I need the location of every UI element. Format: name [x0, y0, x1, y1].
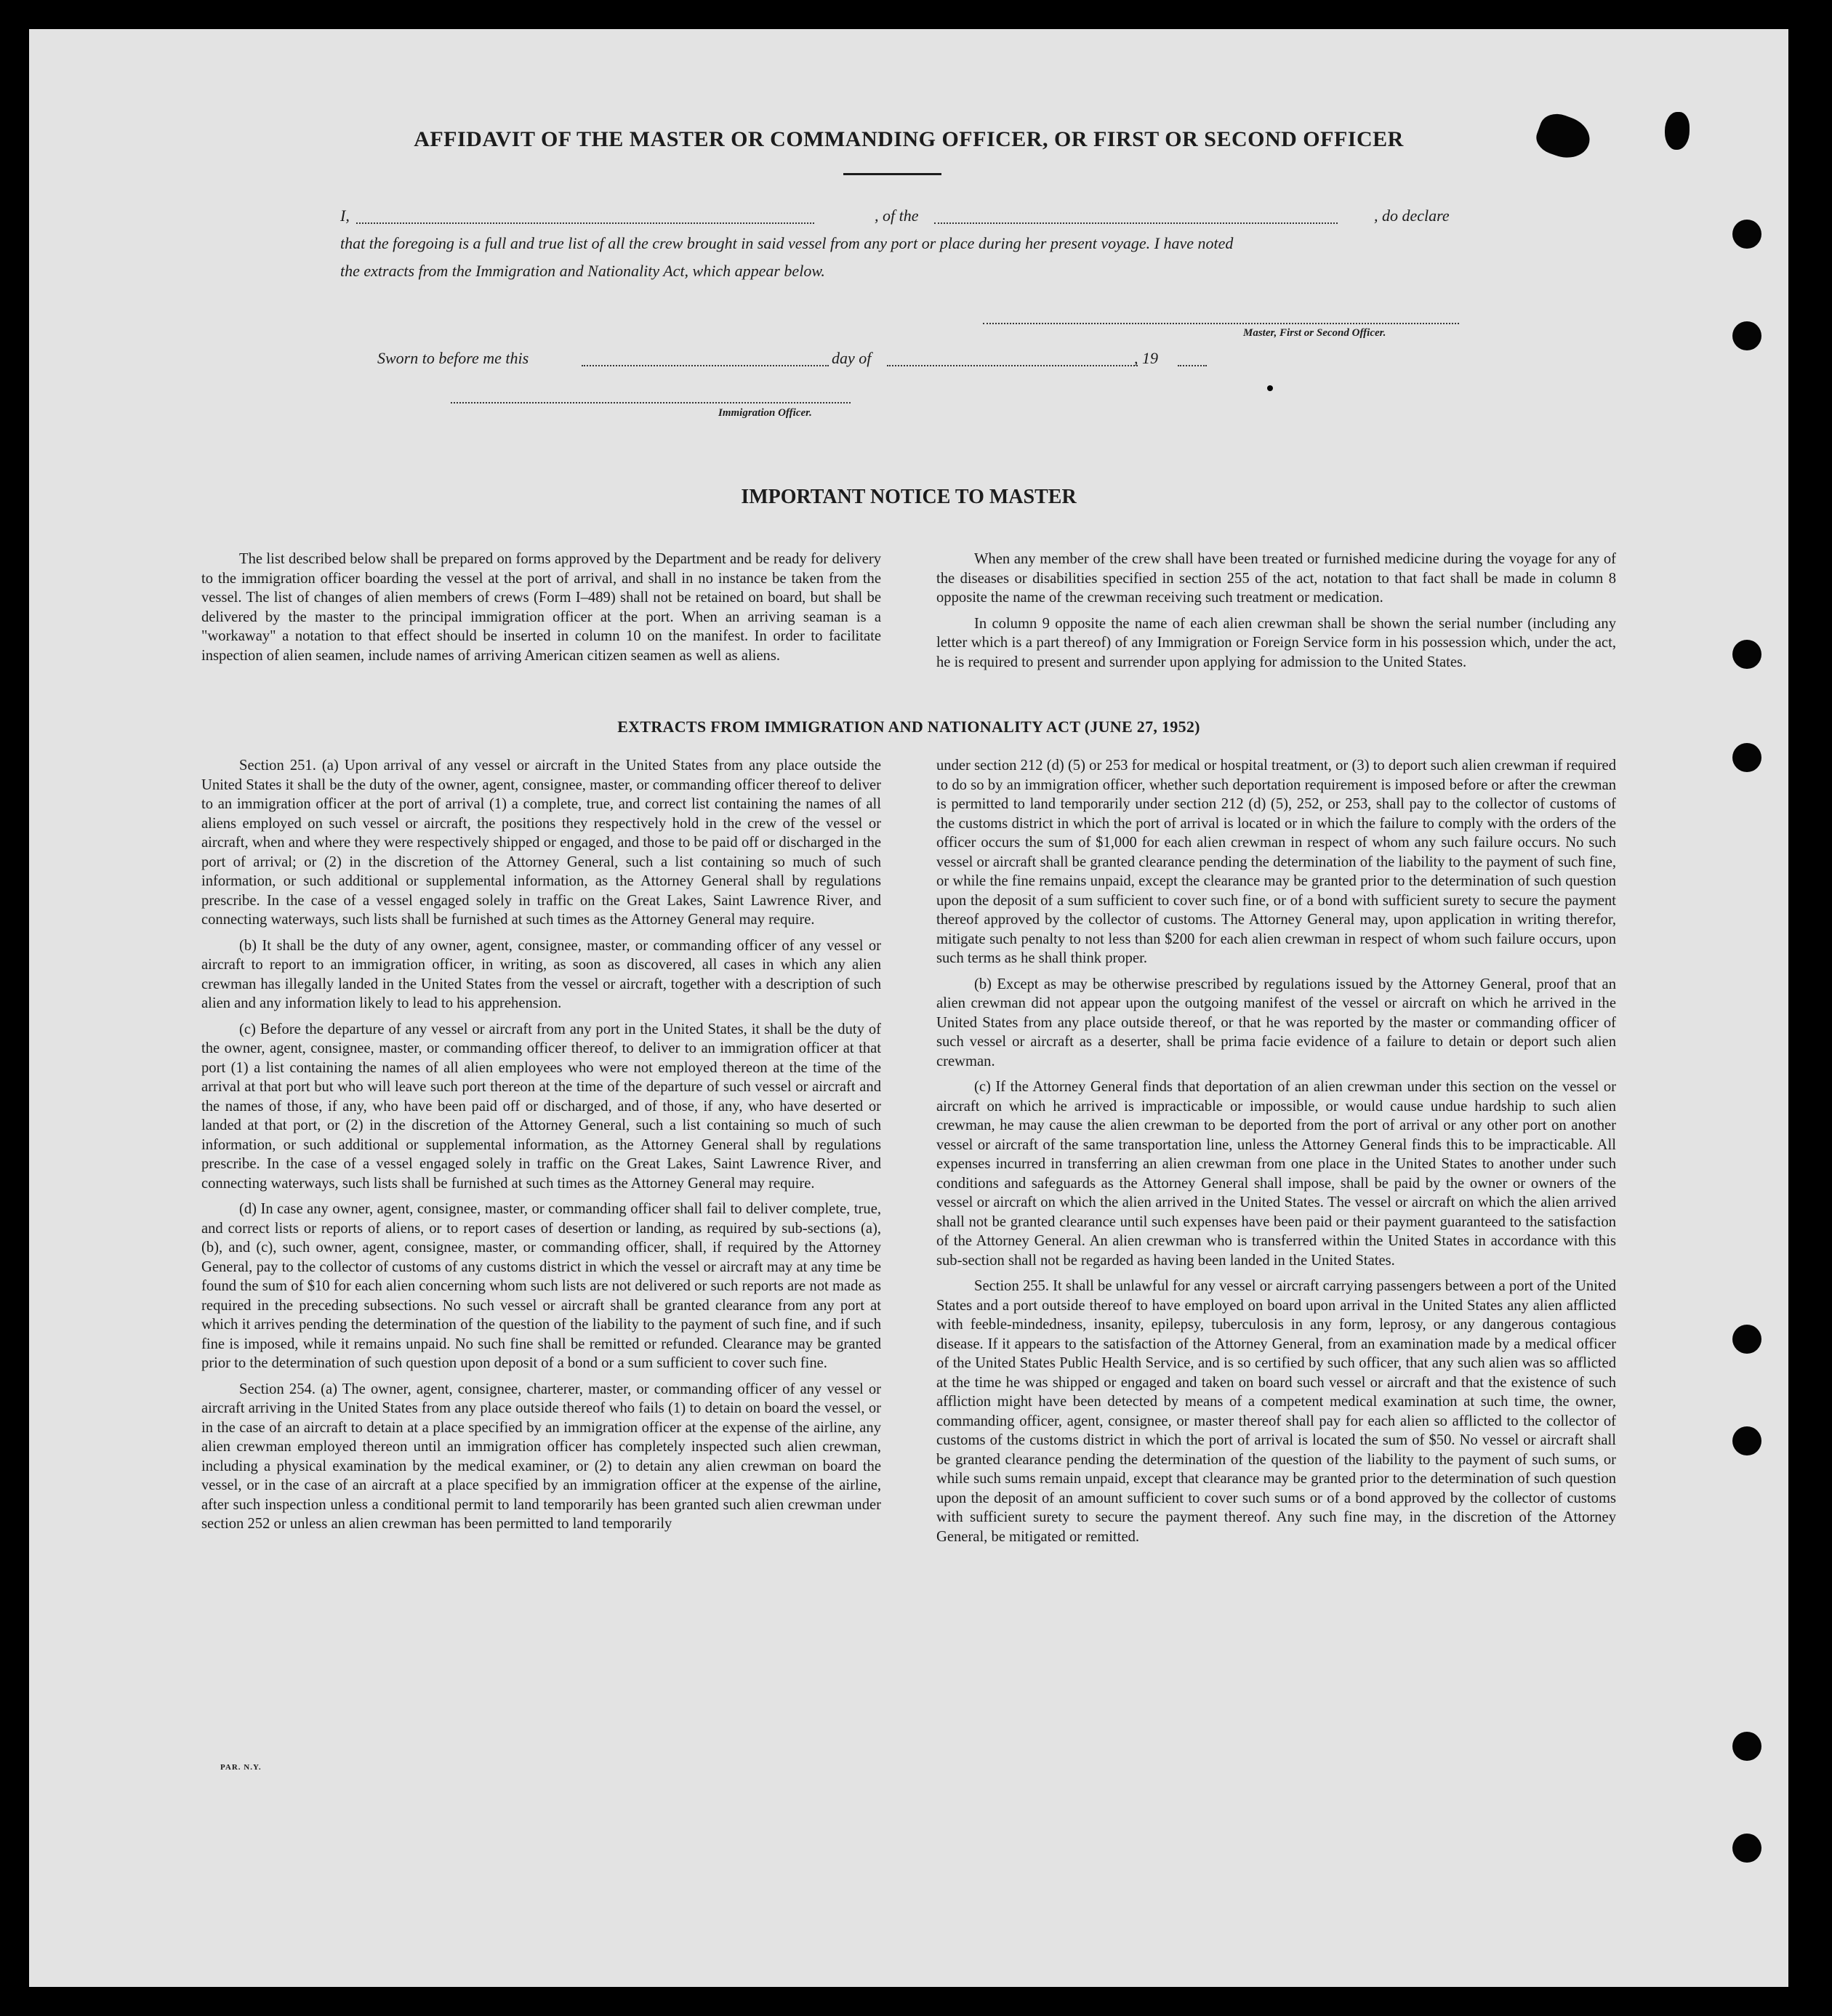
sworn-day-blank[interactable]	[582, 365, 829, 366]
officer-signature-line[interactable]	[451, 402, 851, 403]
extract-paragraph: (c) If the Attorney General finds that deportation of an alien crewman under this section on the vessel or aircraft on which he arrived is impracticable or impossible, or would cause undue hardship to such alien crewman, he may cause the alien crewman to be deported from the port of arrival or any other port on another vessel or aircraft of the same transportation line, unless the Attorney General finds this to be impracticable. All expenses incurred in transferring an alien crewman from one place in the United States to another under such conditions and safeguards as the Attorney General shall impose, shall be paid by the owner or owners of the vessel or aircraft on which the alien arrived in the United States. The vessel or aircraft on which the alien arrived shall not be granted clearance until such expenses have been paid or their payment guaranteed to the satisfaction of the Attorney General. An alien crewman who is transferred within the United States in accordance with this sub-section shall not be regarded as having been landed in the United States.	[936, 1079, 1616, 1269]
officer-signature-label: Immigration Officer.	[718, 407, 812, 419]
punch-hole	[1732, 1834, 1761, 1863]
ink-speck	[1267, 385, 1273, 391]
punch-hole	[1732, 1426, 1761, 1455]
punch-hole	[1732, 220, 1761, 249]
extract-paragraph: (d) In case any owner, agent, consignee, master, or commanding officer shall fail to deliver complete, true, and correct lists or reports of aliens, or to report cases of desertion or landing, as required by sub-sections (a), (b), and (c), such owner, agent, consignee, master, or commanding officer, shall, if required by the Attorney General, pay to the collector of customs of any customs district in which the vessel or aircraft may at any time be found the sum of $10 for each alien concerning whom such lists are not delivered or such reports are not made as required in the preceding subsections. No such vessel or aircraft shall be granted clearance from any port at which it arrives pending the determination of the question of the liability to the payment of such fine, and if such fine is imposed, while it remains unpaid. No such fine shall be remitted or refunded. Clearance may be granted prior to the determination of such question upon deposit of a bond or a sum sufficient to cover such fine.	[201, 1201, 881, 1371]
extracts-left-column	[201, 756, 881, 1541]
punch-hole	[1732, 640, 1761, 669]
ink-blot	[1665, 112, 1690, 150]
of-the-label: , of the	[875, 206, 919, 225]
notice-left-column	[201, 550, 881, 672]
notice-right-paragraph-1: When any member of the crew shall have been treated or furnished medicine during the voyage for any of the diseases or disabilities specified in section 255 of the act, notation to that fact shall be made in column 8 opposite the name of the crewman receiving such treatment or medication.	[936, 551, 1616, 606]
extract-paragraph: Section 251. (a) Upon arrival of any vessel or aircraft in the United States from any place outside the United States it shall be the duty of the owner, agent, consignee, master, or commanding officer thereof to deliver to an immigration officer at the port of arrival (1) a complete, true, and correct list containing the names of all aliens employed on such vessel or aircraft, the positions they respectively hold in the crew of the vessel or aircraft, when and where they were respectively shipped or engaged, and those to be paid off or discharged in the port of arrival; or (2) in the discretion of the Attorney General, such a list containing so much of such information, or such additional or supplemental information, as the Attorney General shall by regulations prescribe. In the case of a vessel engaged solely in traffic on the Great Lakes, Saint Lawrence River, and connecting waterways, such lists shall be furnished at such times as the Attorney General may require.	[201, 758, 881, 928]
notice-title: IMPORTANT NOTICE TO MASTER	[741, 486, 1077, 508]
punch-hole	[1732, 1325, 1761, 1354]
extract-paragraph: Section 255. It shall be unlawful for any vessel or aircraft carrying passengers between a port of the United States and a port outside thereof to have employed on board upon arrival in the United States any alien afflicted with feeble-mindedness, insanity, epilepsy, tuberculosis in any form, leprosy, or any dangerous contagious disease. If it appears to the satisfaction of the Attorney General, from an examination made by a medical officer of the United States Public Health Service, and is so certified by such officer, that any such alien was so afflicted at the time he was shipped or engaged and taken on board such vessel or aircraft and that the existence of such affliction might have been detected by means of a competent medical examination at such time, the owner, commanding officer, agent, consignee, or master thereof shall pay for each alien so afflicted to the collector of customs of the customs district in which the port of arrival is located the sum of $50. No vessel or aircraft shall be granted clearance pending the determination of the question of the liability to the payment of such sums, or while such sums remain unpaid, except that clearance may be granted prior to the determination of such question upon the deposit of an amount sufficient to cover such sums or of a bond approved by the collector of customs with sufficient surety to secure the payment thereof. Any such fine may, in the discretion of the Attorney General, be mitigated or remitted.	[936, 1278, 1616, 1545]
declaration-i-label: I,	[340, 206, 350, 225]
notice-right-paragraph-2: In column 9 opposite the name of each alien crewman shall be shown the serial number (including any letter which is a part thereof) of any Immigration or Foreign Service form in his possession which, under the act, he is required to present and surrender upon applying for admission to the United States.	[936, 615, 1616, 670]
month-blank[interactable]	[887, 365, 1138, 366]
year-blank[interactable]	[1178, 365, 1207, 366]
master-signature-label: Master, First or Second Officer.	[1243, 327, 1386, 339]
extract-paragraph: under section 212 (d) (5) or 253 for medical or hospital treatment, or (3) to deport such alien crewman if required to do so by an immigration officer, whether such deportation requirement is imposed before or after the crewman is permitted to land temporarily under section 212 (d) (5), 252, or 253, shall pay to the collector of customs of the customs district in which the port of arrival is located or in which the failure to comply with the orders of the officer occurs the sum of $1,000 for each alien crewman in respect of whom any such failure occurs. No such vessel or aircraft shall be granted clearance pending the determination of the liability to the payment of such fine, or while the fine remains unpaid, except the clearance may be granted prior to the determination of such question upon the deposit of a sum sufficient to cover such fine, or of a bond with sufficient surety to secure the payment thereof approved by the collector of customs. The Attorney General may, upon application in writing therefor, mitigate such penalty to not less than $200 for each alien crewman in respect of whom such failure occurs, upon such terms as he shall think proper.	[936, 758, 1616, 966]
punch-hole	[1732, 321, 1761, 350]
ink-blot	[1532, 108, 1596, 164]
notice-right-column	[936, 550, 1616, 678]
notice-left-paragraph: The list described below shall be prepared on forms approved by the Department and be ready for delivery to the immigration officer boarding the vessel at the port of arrival, and shall in no instance be taken from the vessel. The list of changes of alien members of crews (Form I–489) shall not be retained on board, but shall be delivered by the master to the principal immigration officer at the port. When an arriving seaman is a "workaway" a notation to that effect should be inserted in column 10 on the manifest. In order to facilitate inspection of alien seamen, include names of arriving American citizen seamen as well as aliens.	[201, 551, 881, 664]
title-underline	[843, 173, 941, 175]
extracts-title: EXTRACTS FROM IMMIGRATION AND NATIONALITY ACT (JUNE 27, 1952)	[617, 718, 1200, 736]
vessel-blank[interactable]	[934, 222, 1338, 224]
punch-hole	[1732, 1732, 1761, 1761]
year-label: , 19	[1134, 349, 1158, 367]
extracts-right-column	[936, 756, 1616, 1553]
document-page	[29, 29, 1788, 1987]
extract-paragraph: (b) It shall be the duty of any owner, agent, consignee, master, or commanding officer of any vessel or aircraft to report to an immigration officer, in writing, as soon as discovered, all cases in which any alien crewman has illegally landed in the United States from the vessel or aircraft, together with a description of such alien and any information likely to lead to his apprehension.	[201, 937, 881, 1011]
master-signature-line[interactable]	[983, 323, 1459, 324]
extract-paragraph: Section 254. (a) The owner, agent, consignee, charterer, master, or commanding officer of any vessel or aircraft arriving in the United States from any place outside thereof who fails (1) to detain on board the vessel, or in the case of an aircraft to detain at a place specified by an immigration officer at the expense of the airline, any alien crewman employed thereon until an immigration officer has completely inspected such alien crewman, including a physical examination by the medical examiner, or (2) to detain any alien crewman on board the vessel, or in the case of an aircraft at a place specified by an immigration officer at the expense of the airline, after such inspection unless a conditional permit to land temporarily has been granted such alien crewman under section 252 or unless an alien crewman has been permitted to land temporarily	[201, 1381, 881, 1532]
punch-hole	[1732, 743, 1761, 772]
do-declare-label: , do declare	[1374, 206, 1450, 225]
extract-paragraph: (b) Except as may be otherwise prescribed by regulations issued by the Attorney General, proof that an alien crewman did not appear upon the outgoing manifest of the vessel or aircraft on which he arrived in the United States from any place outside thereof, or that he was reported by the master or commanding officer of such vessel or aircraft as a deserter, shall be prima facie evidence of a failure to detain or deport such alien crewman.	[936, 976, 1616, 1069]
name-blank[interactable]	[356, 222, 814, 224]
declaration-line-3: the extracts from the Immigration and Nationality Act, which appear below.	[340, 262, 825, 280]
affidavit-title: AFFIDAVIT OF THE MASTER OR COMMANDING OFFICER, OR FIRST OR SECOND OFFICER	[414, 127, 1404, 151]
declaration-line-2: that the foregoing is a full and true list of all the crew brought in said vessel from any port or place during her present voyage. I have noted	[340, 234, 1234, 252]
printer-mark: PAR. N.Y.	[220, 1763, 262, 1772]
day-of-label: day of	[832, 349, 872, 367]
extract-paragraph: (c) Before the departure of any vessel or aircraft from any port in the United States, it shall be the duty of the owner, agent, consignee, master, or commanding officer thereof, to deliver to an immigration officer at that port (1) a list containing the names of all alien employees who were not employed thereon at the time of the arrival at that port but who will leave such port thereon at the time of the departure of such vessel or aircraft and the names of those, if any, who have been paid off or discharged, and of those, if any, who have deserted or landed at that port, or (2) in the discretion of the Attorney General, such a list containing so much of such information, or such additional or supplemental information, as the Attorney General shall by regulations prescribe. In the case of a vessel engaged solely in traffic on the Great Lakes, Saint Lawrence River, and connecting waterways, such lists shall be furnished at such times as the Attorney General may require.	[201, 1021, 881, 1192]
sworn-label: Sworn to before me this	[377, 349, 529, 367]
